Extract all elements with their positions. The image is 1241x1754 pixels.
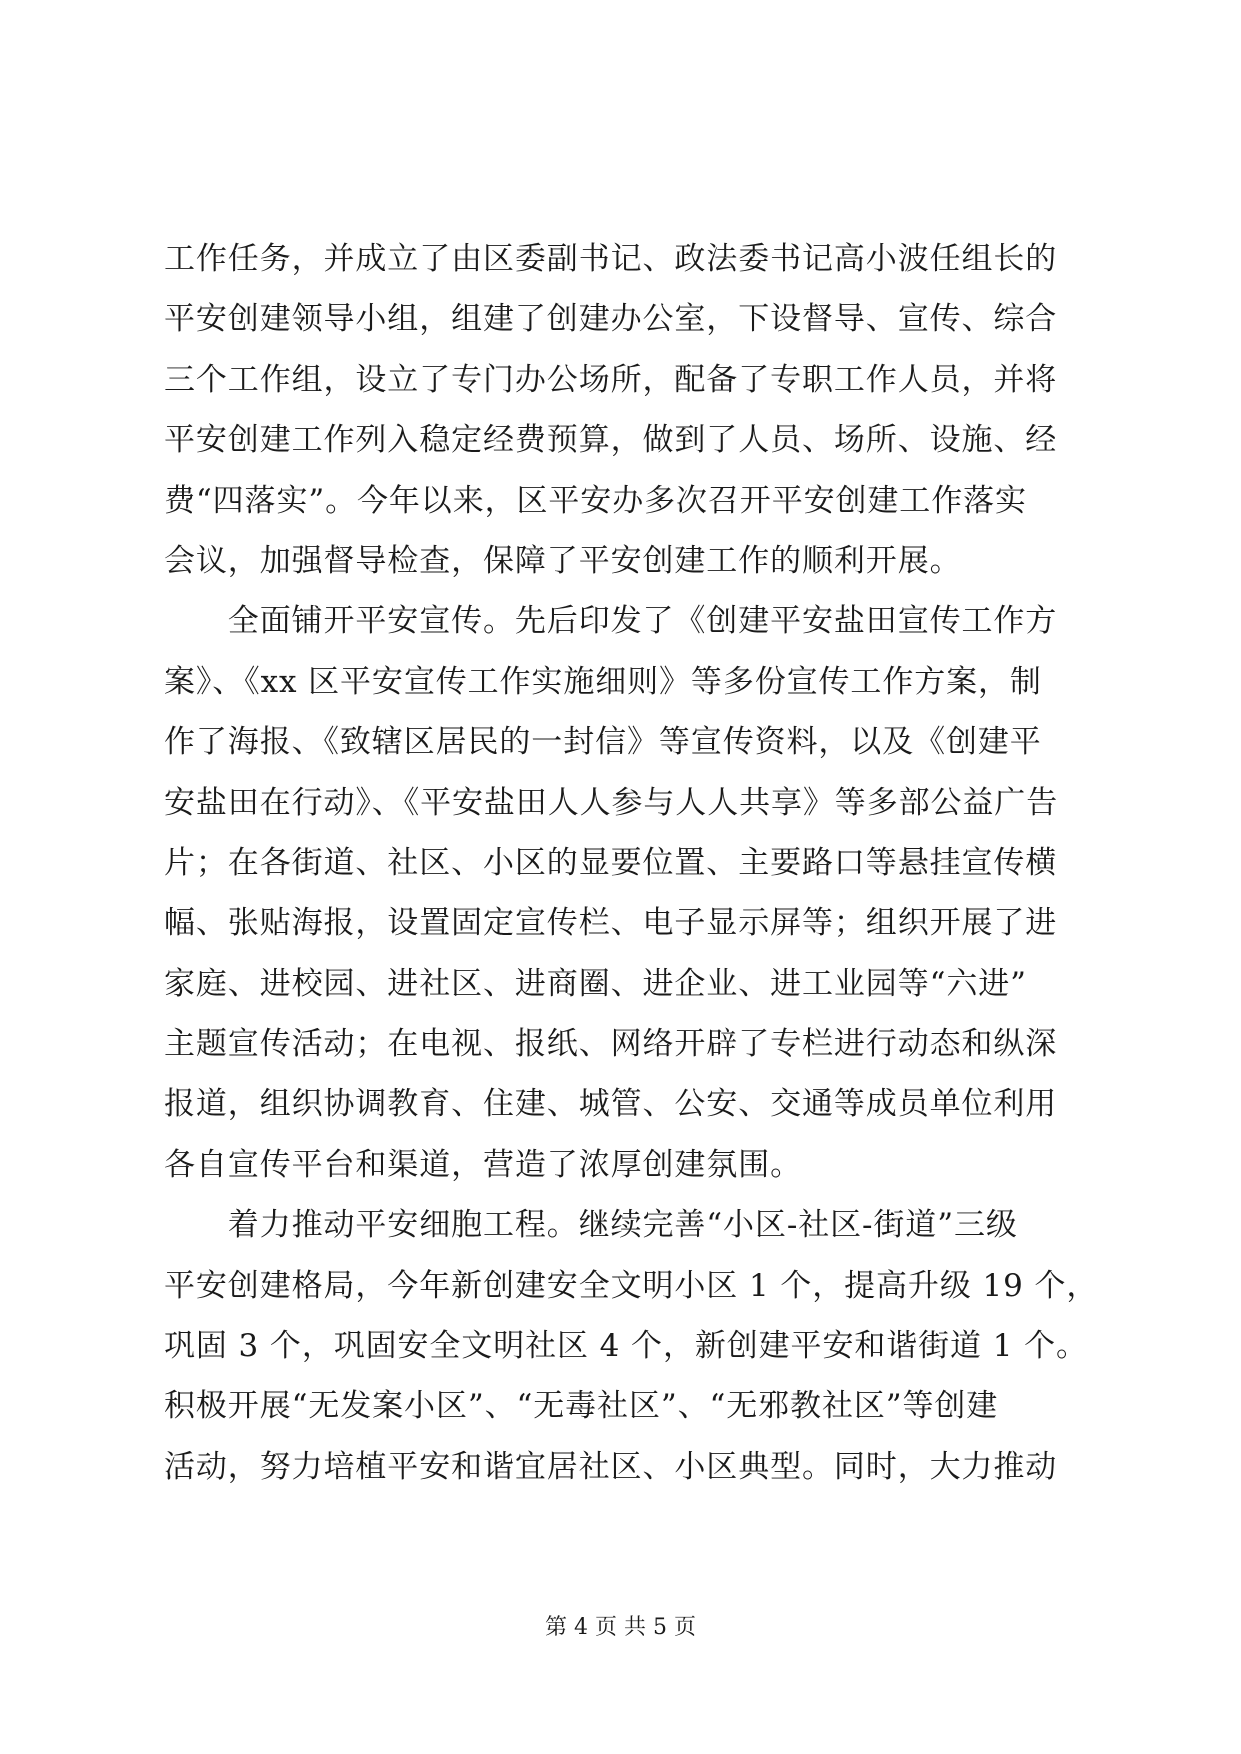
text-line: 片；在各街道、社区、小区的显要位置、主要路口等悬挂宣传横 <box>164 844 1058 881</box>
text-line: 费“四落实”。今年以来，区平安办多次召开平安创建工作落实 <box>164 482 1027 519</box>
text-line: 平安创建格局，今年新创建安全文明小区 1 个，提高升级 19 个， <box>164 1267 1099 1304</box>
text-line: 家庭、进校园、进社区、进商圈、进企业、进工业园等“六进” <box>164 965 1027 1002</box>
text-line: 案》、《xx 区平安宣传工作实施细则》等多份宣传工作方案，制 <box>164 663 1042 700</box>
page-number-footer: 第 4 页 共 5 页 <box>545 1615 696 1640</box>
text-line: 报道，组织协调教育、住建、城管、公安、交通等成员单位利用 <box>164 1086 1058 1123</box>
text-line: 平安创建工作列入稳定经费预算，做到了人员、场所、设施、经 <box>164 422 1058 459</box>
text-line: 工作任务，并成立了由区委副书记、政法委书记高小波任组长的 <box>164 241 1058 277</box>
text-line: 会议，加强督导检查，保障了平安创建工作的顺利开展。 <box>164 542 962 579</box>
text-line: 积极开展“无发案小区”、“无毒社区”、“无邪教社区”等创建 <box>164 1388 999 1425</box>
text-line: 主题宣传活动；在电视、报纸、网络开辟了专栏进行动态和纵深 <box>164 1026 1058 1063</box>
body-text <box>164 229 1099 1497</box>
text-line: 全面铺开平安宣传。先后印发了《创建平安盐田宣传工作方 <box>164 603 1058 640</box>
text-line: 幅、张贴海报，设置固定宣传栏、电子显示屏等；组织开展了进 <box>164 905 1058 942</box>
text-line: 巩固 3 个，巩固安全文明社区 4 个，新创建平安和谐街道 1 个。 <box>164 1328 1088 1365</box>
text-line: 作了海报、《致辖区居民的一封信》等宣传资料，以及《创建平 <box>164 724 1042 761</box>
text-line: 平安创建领导小组，组建了创建办公室，下设督导、宣传、综合 <box>164 301 1058 338</box>
text-line: 各自宣传平台和渠道，营造了浓厚创建氛围。 <box>164 1146 802 1183</box>
text-line: 活动，努力培植平安和谐宜居社区、小区典型。同时，大力推动 <box>164 1448 1058 1485</box>
text-line: 安盐田在行动》、《平安盐田人人参与人人共享》等多部公益广告 <box>164 784 1059 821</box>
text-line: 三个工作组，设立了专门办公场所，配备了专职工作人员，并将 <box>164 361 1058 398</box>
text-line: 着力推动平安细胞工程。继续完善“小区-社区-街道”三级 <box>164 1207 1018 1244</box>
